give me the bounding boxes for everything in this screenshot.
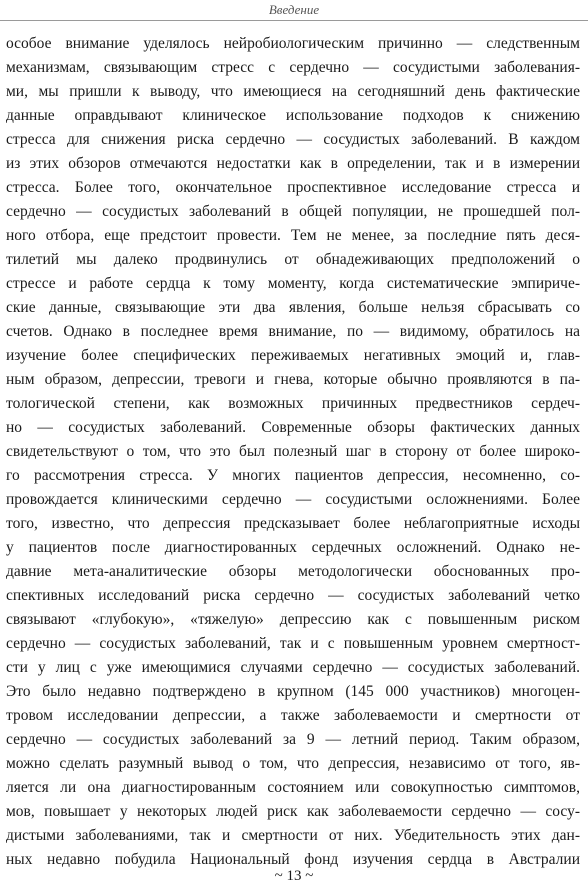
text-line: данные оправдывают клиническое использование подходов к снижению — [6, 107, 580, 124]
page-number: ~ 13 ~ — [274, 868, 314, 884]
text-line: механизмам, связывающим стресс с сердечно — сосудистыми заболевания- — [6, 59, 580, 76]
text-line: спективных исследований риска сердечно — сосудистых заболеваний четко — [6, 587, 580, 604]
text-line: ляется ли она диагностированным состоянием или совокупностью симптомов, — [6, 779, 580, 796]
text-line: ного отбора, еще предстоит провести. Тем не менее, за последние пять деся- — [6, 227, 580, 244]
text-line: но — сосудистых заболеваний. Современные обзоры фактических данных — [6, 419, 580, 436]
text-line: у пациентов после диагностированных сердечных осложнений. Однако не- — [6, 539, 580, 556]
text-line: свидетельствуют о том, что это был полезный шаг в сторону от более широко- — [6, 443, 580, 460]
text-line: того, известно, что депрессия предсказывает более неблагоприятные исходы — [6, 515, 580, 532]
running-title: Введение — [268, 2, 320, 17]
text-line: мов, повышает у некоторых людей риск как заболеваемости сердечно — сосу- — [6, 803, 580, 820]
text-line: изучение более специфических переживаемых негативных эмоций и, глав- — [6, 347, 580, 364]
text-line: сердечно — сосудистых заболеваний за 9 — летний период. Таким образом, — [6, 731, 580, 748]
text-line: провождается клиническими сердечно — сосудистыми осложнениями. Более — [6, 491, 580, 508]
text-line: ных недавно побудила Национальный фонд изучения сердца в Австралии — [6, 851, 580, 868]
text-line: ным образом, депрессии, тревоги и гнева, которые обычно проявляются в па- — [6, 371, 580, 388]
text-line: счетов. Однако в последнее время внимание, по — видимому, обратилось на — [6, 323, 580, 340]
text-line: дистыми заболеваниями, так и смертности от них. Убедительность этих дан- — [6, 827, 580, 844]
text-line: тровом исследовании депрессии, а также заболеваемости и смертности от — [6, 707, 580, 724]
text-line: можно сделать разумный вывод о том, что депрессия, независимо от того, яв- — [6, 755, 580, 772]
text-line: тологической степени, как возможных причинных предвестников сердеч- — [6, 395, 580, 412]
text-line: связывают «глубокую», «тяжелую» депрессию как с повышенным риском — [6, 611, 580, 628]
text-line: стресса для снижения риска сердечно — сосудистых заболеваний. В каждом — [6, 131, 580, 148]
text-line: Это было недавно подтверждено в крупном (145 000 участников) многоцен- — [6, 683, 580, 700]
text-line: стресса. Более того, окончательное проспективное исследование стресса и — [6, 179, 580, 196]
text-line: из этих обзоров отмечаются недостатки как в определении, так и в измерении — [6, 155, 580, 172]
text-line: ми, мы пришли к выводу, что имеющиеся на сегодняшний день фактические — [6, 83, 580, 100]
text-line: ские данные, связывающие эти два явления, больше нельзя сбрасывать со — [6, 299, 580, 316]
text-line: давние мета-аналитические обзоры методологически обоснованных про- — [6, 563, 580, 580]
text-line: тилетий мы далеко продвинулись от обнадеживающих предположений о — [6, 251, 580, 268]
text-line: стрессе и работе сердца к тому моменту, когда систематические эмпириче- — [6, 275, 580, 292]
text-line: особое внимание уделялось нейробиологическим причинно — следственным — [6, 35, 580, 52]
text-line: сти у лиц с уже имеющимися случаями сердечно — сосудистых заболеваний. — [6, 659, 580, 676]
text-line: сердечно — сосудистых заболеваний в общей популяции, не прошедшей пол- — [6, 203, 580, 220]
text-line: сердечно — сосудистых заболеваний, так и с повышенным уровнем смертност- — [6, 635, 580, 652]
text-line: го рассмотрения стресса. У многих пациентов депрессия, несомненно, со- — [6, 467, 580, 484]
header-rule — [0, 20, 588, 21]
